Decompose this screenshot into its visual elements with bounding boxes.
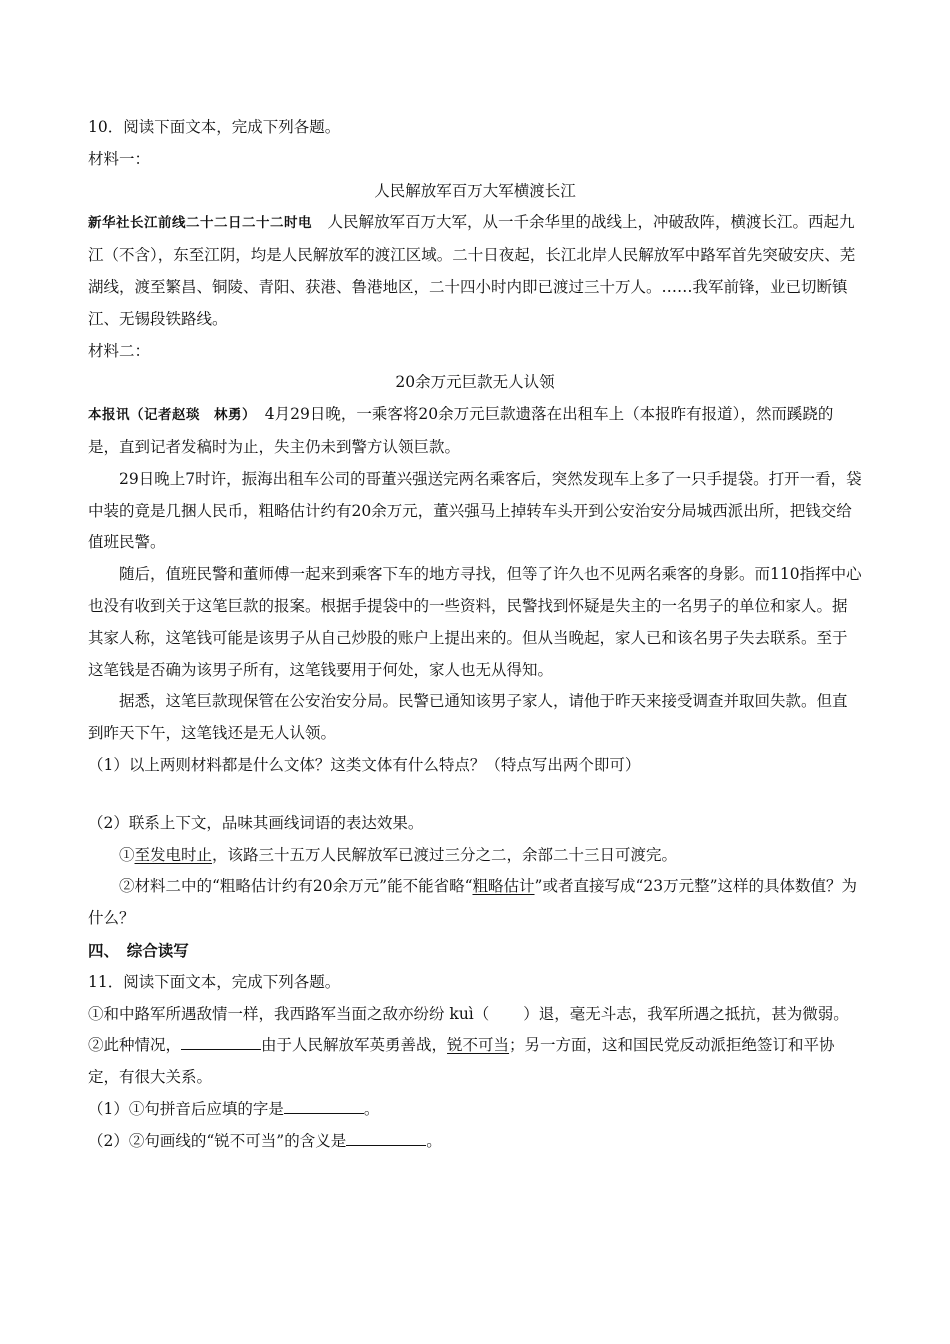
sub-question-1-end: 。	[363, 1099, 380, 1118]
q10-sub-question-2-item-a	[88, 840, 862, 872]
q10-sub-question-1: （1）以上两则材料都是什么文体？这类文体有什么特点？（特点写出两个即可）	[88, 755, 641, 774]
material-1-dateline: 新华社长江前线二十二日二十二时电	[88, 215, 312, 232]
answer-space	[88, 782, 862, 808]
q10-sub-question-2: （2）联系上下文，品味其画线词语的表达效果。	[88, 813, 424, 832]
item-a-prefix: ①	[119, 845, 135, 864]
sentence-1-text: ）退，毫无斗志，我军所遇之抵抗，甚为微弱。	[523, 1004, 849, 1023]
item-b-prefix: ②材料二中的“粗略估计约有20余万元”能不能省略“	[119, 877, 473, 896]
sub-question-2-end: 。	[426, 1131, 442, 1150]
underlined-phrase-c: 锐不可当	[447, 1036, 510, 1055]
q11-sentence-1	[88, 999, 862, 1031]
underlined-phrase-a: 至发电时止	[134, 845, 213, 864]
material-2-label: 材料二：	[88, 341, 151, 360]
fill-in-blank[interactable]	[181, 1034, 261, 1051]
q10-intro: 10．阅读下面文本，完成下列各题。	[88, 118, 341, 136]
q11-sub-question-1	[88, 1094, 862, 1126]
item-a-text: ，该路三十五万人民解放军已渡过三分之二，余部二十三日可渡完。	[212, 845, 678, 864]
q11-intro: 11．阅读下面文本，完成下列各题。	[88, 972, 341, 991]
section-4-heading: 四、 综合读写	[88, 940, 189, 960]
sub-question-1-text: （1）①句拼音后应填的字是	[88, 1099, 284, 1118]
material-2-para-3: 随后，值班民警和董师傅一起来到乘客下车的地方寻找，但等了许久也不见两名乘客的身影。而110指挥中心也没有收到关于这笔巨款的报案。根据手提袋中的一些资料，民警找到怀疑是失主的一名男子的单位和家人。据其家人称，这笔钱可能是该男子从自己炒股的账户上提出来的。但从当晚起，家人已和该名男子失去联系。至于这笔钱是否确为该男子所有，这笔钱要用于何处，家人也无从得知。	[88, 565, 862, 679]
answer-blank-1[interactable]	[284, 1097, 364, 1114]
material-2-dateline: 本报讯（记者赵琰 林勇）	[88, 407, 250, 424]
material-1-body	[88, 207, 862, 335]
material-2-para-1-text: 4月29日晚，一乘客将20余万元巨款遗落在出租车上（本报昨有报道），然而蹊跷的是，直到记者发稿时为止，失主仍未到警方认领巨款。	[88, 405, 834, 456]
q11-sentence-2	[88, 1030, 862, 1094]
underlined-phrase-b: 粗略估计	[472, 877, 535, 896]
material-2-para-1	[88, 399, 862, 464]
q11-sub-question-2	[88, 1126, 862, 1158]
material-1-title: 人民解放军百万大军横渡长江	[374, 181, 576, 200]
material-2-title: 20余万元巨款无人认领	[395, 373, 555, 392]
sentence-2-text: ；另一方面，这和国民党反动派拒绝签订和平协定，有很大关系。	[88, 1036, 835, 1087]
sentence-2-prefix: ②此种情况，	[88, 1036, 182, 1055]
sub-question-2-text: （2）②句画线的“锐不可当”的含义是	[88, 1131, 347, 1150]
item-b-text: ”或者直接写成“23万元整”这样的具体数值？为什么？	[88, 877, 858, 928]
material-1-label: 材料一：	[88, 149, 151, 168]
material-1-text: 人民解放军百万大军，从一千余华里的战线上，冲破敌阵，横渡长江。西起九江（不含），东至江阴，均是人民解放军的渡江区域。二十日夜起，长江北岸人民解放军中路军首先突破安庆、芜湖线，渡至繁昌、铜陵、青阳、获港、鲁港地区，二十四小时内即已渡过三十万人。……我军前锋，业已切断镇江、无锡段铁路线。	[88, 213, 856, 328]
material-2-para-2: 29日晚上7时许，振海出租车公司的哥董兴强送完两名乘客后，突然发现车上多了一只手提袋。打开一看，袋中装的竟是几捆人民币，粗略估计约有20余万元，董兴强马上掉转车头开到公安治安分局城西派出所，把钱交给值班民警。	[88, 469, 862, 552]
answer-blank-2[interactable]	[346, 1129, 426, 1146]
material-2-para-4: 据悉，这笔巨款现保管在公安治安分局。民警已通知该男子家人，请他于昨天来接受调查并取回失款。但直到昨天下午，这笔钱还是无人认领。	[88, 692, 848, 743]
sentence-2-middle: 由于人民解放军英勇善战，	[261, 1036, 448, 1055]
q10-sub-question-2-item-b	[88, 871, 862, 935]
sentence-1-prefix: ①和中路军所遇敌情一样，我西路军当面之敌亦纷纷 kuì（	[88, 1004, 490, 1023]
